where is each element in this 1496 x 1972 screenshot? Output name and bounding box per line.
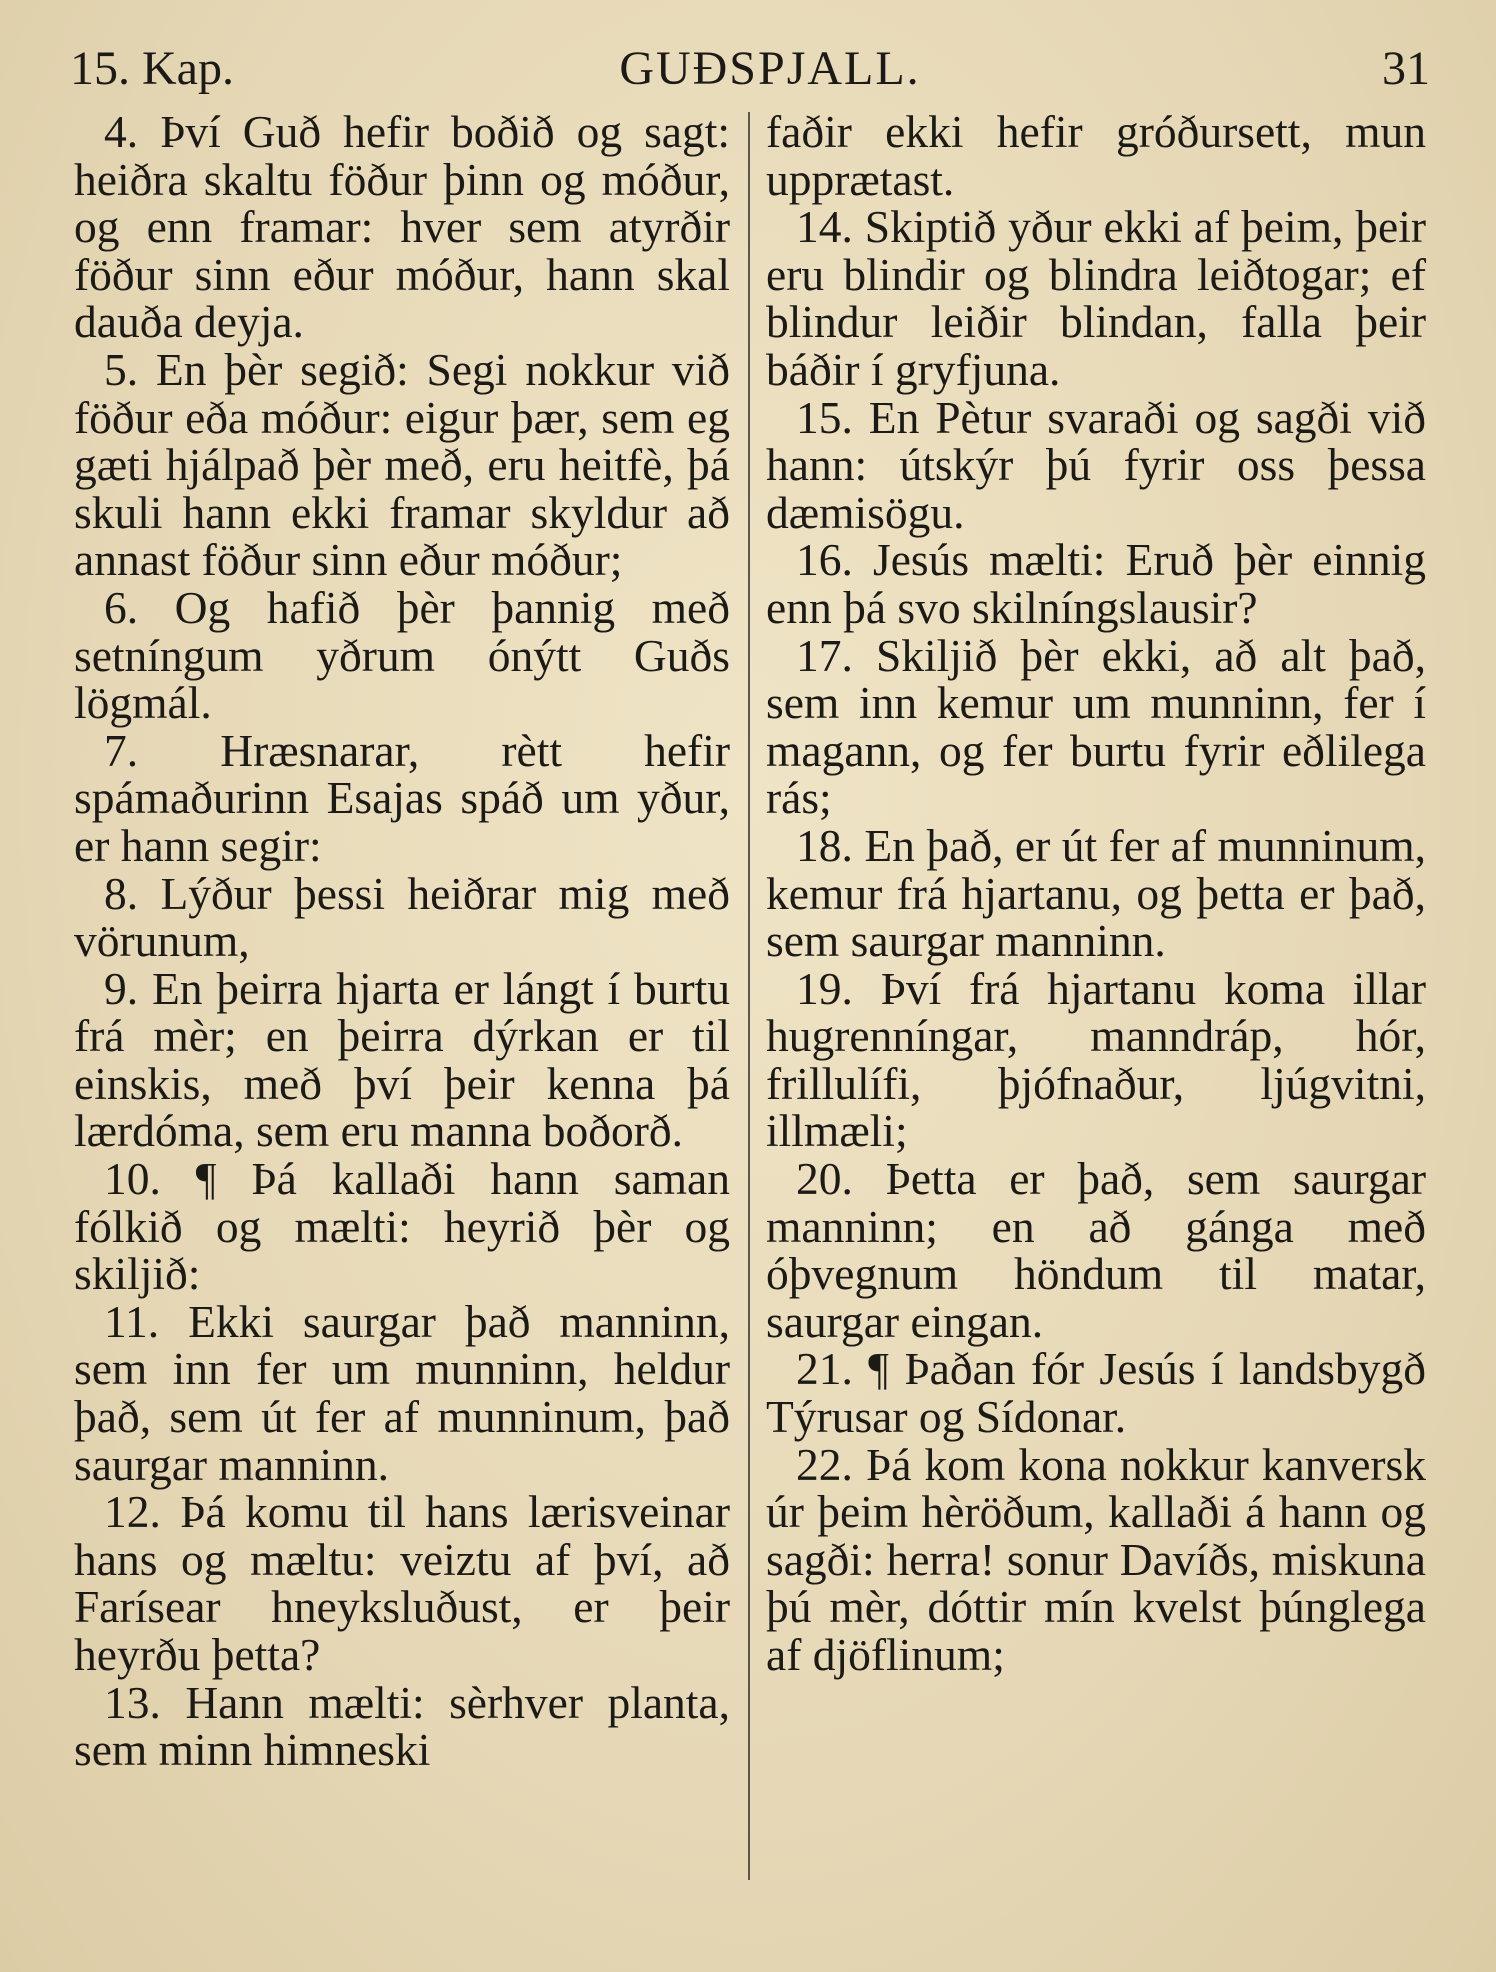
verse-20: 20. Þetta er það, sem saurgar manninn; en að gánga með óþvegnum höndum til matar, saurgar eingan. (766, 1153, 1426, 1347)
column-divider (748, 112, 750, 1880)
verse-5: 5. En þèr segið: Segi nokkur við föður eða móður: eigur þær, sem eg gæti hjálpað þèr með, eru heitfè, þá skuli hann ekki framar skyldur að annast föður sinn eður móður; (74, 343, 731, 586)
right-column (766, 108, 1426, 1679)
verse-17: 17. Skiljið þèr ekki, að alt það, sem inn kemur um munninn, fer í magann, og fer burtu fyrir eðlilega rás; (766, 629, 1427, 824)
book-title: GUÐSPJALL. (619, 42, 921, 95)
verse-8: 8. Lýður þessi heiðrar mig með vörunum, (74, 867, 730, 967)
verse-7: 7. Hræsnarar, rètt hefir spámaðurinn Esajas spáð um yður, er hann segir: (74, 724, 730, 871)
verse-22: 22. Þá kom kona nokkur kanversk úr þeim hèröðum, kallaði á hann og sagði: herra! sonur Davíðs, miskuna þú mèr, dóttir mín kvelst þúnglega af djöflinum; (766, 1438, 1426, 1680)
verse-14: 14. Skiptið yður ekki af þeim, þeir eru blindir og blindra leiðtogar; ef blindur leiðir blindan, falla þeir báðir í gryfjuna. (766, 201, 1427, 395)
verse-11: 11. Ekki saurgar það manninn, sem inn fer um munninn, heldur það, sem út fer af munninum, það saurgar manninn. (74, 1295, 730, 1490)
verse-16: 16. Jesús mælti: Eruð þèr einnig enn þá svo skilníngslausir? (766, 534, 1427, 633)
verse-18: 18. En það, er út fer af munninum, kemur frá hjartanu, og þetta er það, sem saurgar manninn. (766, 819, 1426, 967)
left-column (74, 108, 730, 1774)
verse-15: 15. En Pètur svaraði og sagði við hann: útskýr þú fyrir oss þessa dæmisögu. (766, 391, 1427, 538)
chapter-label: 15. Kap. (70, 42, 234, 95)
verse-9: 9. En þeirra hjarta er lángt í burtu frá mèr; en þeirra dýrkan er til einskis, með því þeir kenna þá lærdóma, sem eru manna boðorð. (74, 962, 730, 1157)
verse-13: 13. Hann mælti: sèrhver planta, sem minn himneski (74, 1676, 730, 1776)
verse-21: 21. ¶ Þaðan fór Jesús í landsbygð Týrusar og Sídonar. (766, 1343, 1426, 1443)
verse-10: 10. ¶ Þá kallaði hann saman fólkið og mælti: heyrið þèr og skiljið: (74, 1153, 730, 1300)
verse-19: 19. Því frá hjartanu koma illar hugrenníngar, manndráp, hór, frillulífi, þjófnaður, ljúgvitni, illmæli; (766, 962, 1426, 1157)
verse-13-continuation: faðir ekki hefir gróðursett, mun upprætast. (766, 106, 1426, 205)
verse-6: 6. Og hafið þèr þannig með setníngum yðrum ónýtt Guðs lögmál. (74, 581, 730, 729)
verse-12: 12. Þá komu til hans lærisveinar hans og mæltu: veiztu af því, að Farísear hneyksluðust, er þeir heyrðu þetta? (74, 1486, 730, 1680)
running-header (70, 36, 1430, 102)
page-number: 31 (1382, 42, 1430, 95)
verse-4: 4. Því Guð hefir boðið og sagt: heiðra skaltu föður þinn og móður, og enn framar: hver sem atyrðir föður sinn eður móður, hann skal dauða deyja. (74, 106, 731, 348)
